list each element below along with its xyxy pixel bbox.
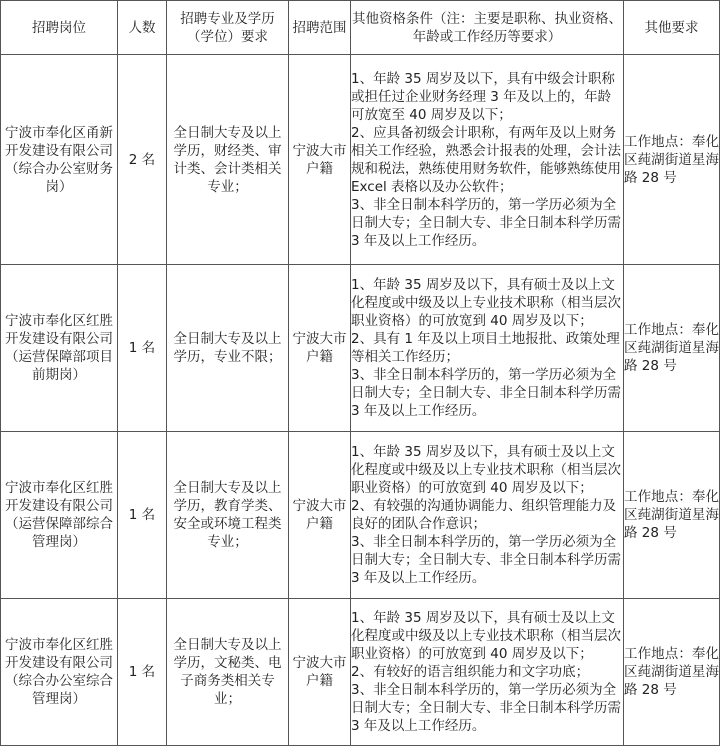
other-cell: 工作地点：奉化区莼湖街道星海路 28 号 [624,599,720,746]
major-cell: 全日制大专及以上学历，专业不限； [167,265,289,432]
post-cell: 宁波市奉化区红胜开发建设有限公司（运营保障部项目前期岗） [1,265,118,432]
post-cell: 宁波市奉化区红胜开发建设有限公司（综合办公室综合管理岗） [1,599,118,746]
qualification-item: 3、非全日制本科学历的，第一学历必须为全日制大专；全日制大专、非全日制本科学历需 3 年及以上工作经历。 [351,196,621,249]
post-cell: 宁波市奉化区红胜开发建设有限公司（运营保障部综合管理岗） [1,432,118,599]
table-row [1,599,720,746]
count-cell: 2 名 [118,55,167,265]
scope-cell: 宁波大市户籍 [289,265,351,432]
qualifications-cell [351,55,624,265]
table-row [1,265,720,432]
qualifications-cell [351,432,624,599]
qualification-item: 3、非全日制本科学历的，第一学历必须为全日制大专；全日制大专、非全日制本科学历需 3 年及以上工作经历。 [351,682,621,734]
table-row [1,55,720,265]
header-post: 招聘岗位 [1,1,118,55]
qualification-item: 2、应具备初级会计职称，有两年及以上财务相关工作经验，熟悉会计报表的处理，会计法规和税法，熟练使用财务软件，能够熟练使用 Excel 表格以及办公软件； [351,124,621,195]
qualification-item: 2、有较强的沟通协调能力、组织管理能力及良好的团队合作意识； [351,498,617,532]
scope-cell: 宁波大市户籍 [289,55,351,265]
qualification-item: 2、有较好的语言组织能力和文字功底； [351,664,590,680]
post-cell: 宁波市奉化区甬新开发建设有限公司（综合办公室财务岗） [1,55,118,265]
count-cell: 1 名 [118,432,167,599]
qualification-item: 2、具有 1 年及以上项目土地报批、政策处理等相关工作经历； [351,331,620,365]
qualifications-cell [351,265,624,432]
header-count: 人数 [118,1,167,55]
other-cell: 工作地点：奉化区莼湖街道星海路 28 号 [624,265,720,432]
table-row [1,432,720,599]
header-row [1,1,720,55]
count-cell: 1 名 [118,265,167,432]
count-cell: 1 名 [118,599,167,746]
other-cell: 工作地点：奉化区莼湖街道星海路 28 号 [624,432,720,599]
major-cell: 全日制大专及以上学历，文秘类、电子商务类相关专业； [167,599,289,746]
qualification-item: 1、年龄 35 周岁及以下，具有硕士及以上文化程度或中级及以上专业技术职称（相当层次职业资格）的可放宽到 40 周岁及以下； [351,444,621,496]
qualification-item: 3、非全日制本科学历的，第一学历必须为全日制大专；全日制大专、非全日制本科学历需 3 年及以上工作经历。 [351,367,621,419]
header-scope: 招聘范围 [289,1,351,55]
major-cell: 全日制大专及以上学历，财经类、审计类、会计类相关专业； [167,55,289,265]
other-cell: 工作地点：奉化区莼湖街道星海路 28 号 [624,55,720,265]
qualification-item: 1、年龄 35 周岁及以下，具有中级会计职称或担任过企业财务经理 3 年及以上的，年龄可放宽至 40 周岁及以下； [351,70,615,123]
scope-cell: 宁波大市户籍 [289,599,351,746]
qualification-item: 1、年龄 35 周岁及以下，具有硕士及以上文化程度或中级及以上专业技术职称（相当层次职业资格）的可放宽到 40 周岁及以下； [351,277,621,329]
major-cell: 全日制大专及以上学历，教育学类、安全或环境工程类专业； [167,432,289,599]
header-major: 招聘专业及学历（学位）要求 [167,1,289,55]
header-qualifications: 其他资格条件（注：主要是职称、执业资格、年龄或工作经历等要求） [351,1,624,55]
qualification-item: 1、年龄 35 周岁及以下，具有硕士及以上文化程度或中级及以上专业技术职称（相当层次职业资格）的可放宽到 40 周岁及以下； [351,610,621,662]
qualification-item: 3、非全日制本科学历的，第一学历必须为全日制大专；全日制大专、非全日制本科学历需 3 年及以上工作经历。 [351,534,621,586]
qualifications-cell [351,599,624,746]
scope-cell: 宁波大市户籍 [289,432,351,599]
header-other: 其他要求 [624,1,720,55]
